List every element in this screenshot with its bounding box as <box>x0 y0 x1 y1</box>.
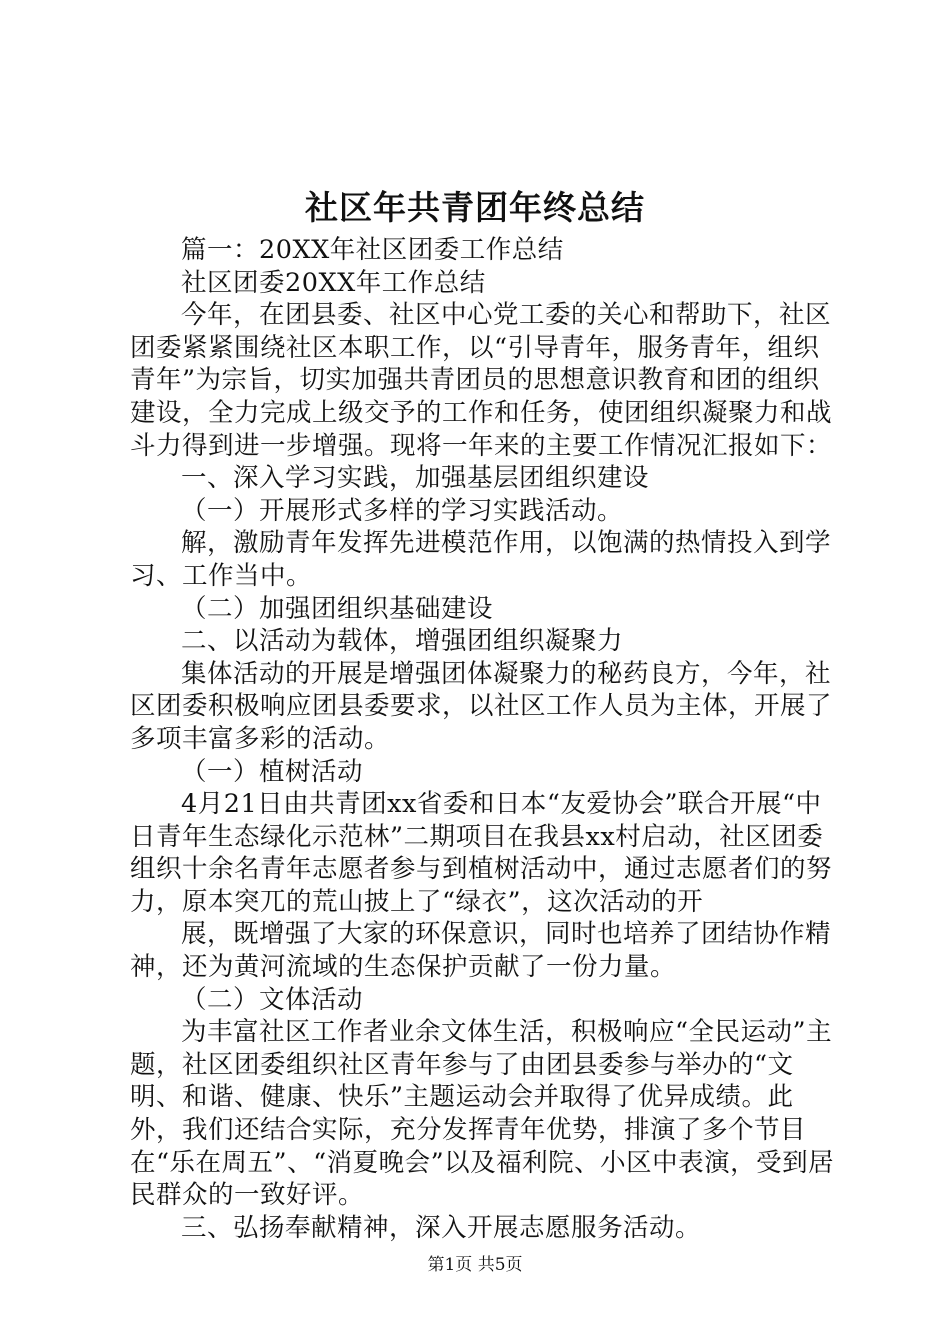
paragraph-subtitle: 社区团委20XX年工作总结 <box>181 267 486 298</box>
paragraph-subheading-1-1: （一）开展形式多样的学习实践活动。 <box>181 495 624 526</box>
document-body <box>130 234 840 1244</box>
page-number-footer: 第1页 共5页 <box>427 1255 523 1275</box>
paragraph-text: 解，激励青年发挥先进模范作用，以饱满的热情投入到学习、工作当中。 <box>130 528 832 591</box>
paragraph-text: 4月21日由共青团xx省委和日本“友爱协会”联合开展“中日青年生态绿化示范林”二期项目在我县xx村启动，社区团委组织十余名青年志愿者参与到植树活动中，通过志愿者们的努力，原本突兀的荒山披上了“绿衣”，这次活动的开 <box>130 789 833 917</box>
paragraph-subheading-2-2: （二）文体活动 <box>181 984 364 1015</box>
paragraph-intro: 今年，在团县委、社区中心党工委的关心和帮助下，社区团委紧紧围绕社区本职工作，以“引导青年，服务青年，组织青年”为宗旨，切实加强共青团员的思想意识教育和团的组织建设，全力完成上级交予的工作和任务，使团组织凝聚力和战斗力得到进一步增强。现将一年来的主要工作情况汇报如下： <box>130 300 833 461</box>
paragraph-section-heading: 篇一：20XX年社区团委工作总结 <box>181 235 564 265</box>
paragraph-heading-2: 二、以活动为载体，增强团组织凝聚力 <box>181 626 624 657</box>
paragraph-text: 为丰富社区工作者业余文体生活，积极响应“全民运动”主题，社区团委组织社区青年参与了由团县委参与举办的“文明、和谐、健康、快乐”主题运动会并取得了优异成绩。此外，我们还结合实际，充分发挥青年优势，排演了多个节目在“乐在周五”、“消夏晚会”以及福利院、小区中表演，受到居民群众的一致好评。 <box>130 1017 835 1211</box>
paragraph-text: 展，既增强了大家的环保意识，同时也培养了团结协作精神，还为黄河流域的生态保护贡献了一份力量。 <box>130 919 832 983</box>
paragraph-heading-1: 一、深入学习实践，加强基层团组织建设 <box>181 463 650 494</box>
paragraph-text: 集体活动的开展是增强团体凝聚力的秘药良方，今年，社区团委积极响应团县委要求，以社区工作人员为主体，开展了多项丰富多彩的活动。 <box>130 658 833 754</box>
paragraph-subheading-2-1: （一）植树活动 <box>181 756 364 787</box>
paragraph-subheading-1-2: （二）加强团组织基础建设 <box>181 593 494 624</box>
paragraph-heading-3: 三、弘扬奉献精神，深入开展志愿服务活动。 <box>181 1212 702 1243</box>
document-title: 社区年共青团年终总结 <box>305 188 645 227</box>
